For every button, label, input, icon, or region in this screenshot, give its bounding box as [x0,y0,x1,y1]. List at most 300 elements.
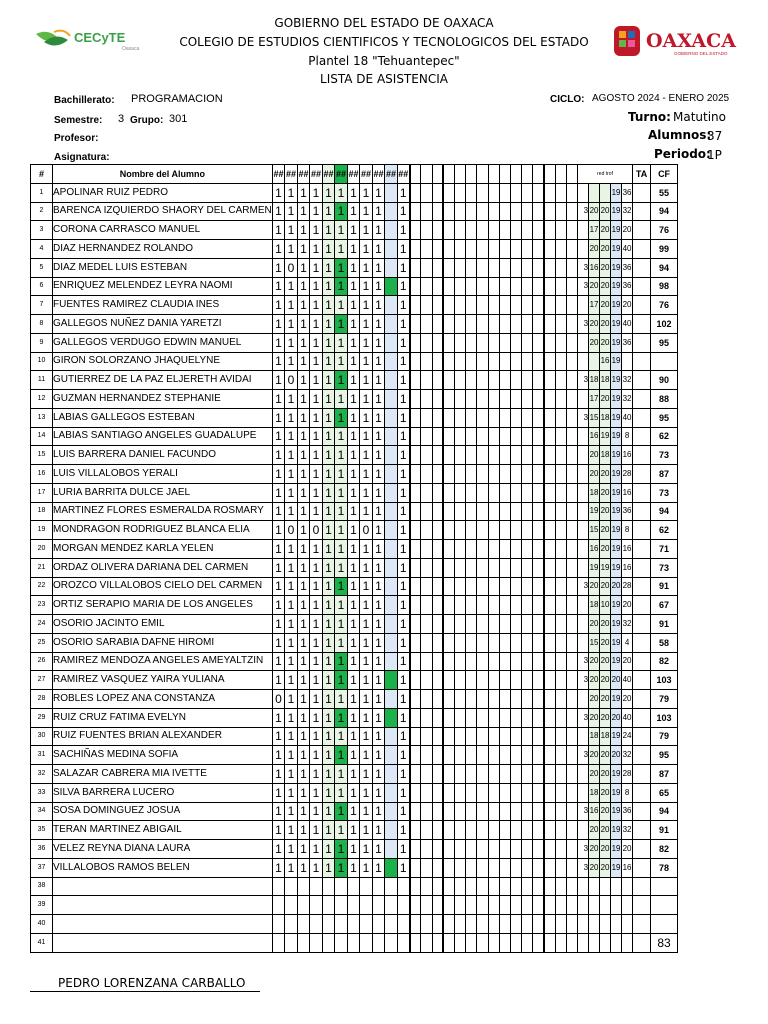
final-score: 58 [651,633,678,652]
partial-score: 18 [589,371,600,390]
blank-cell [533,502,544,521]
blank-cell [443,183,454,202]
ta-cell [633,427,651,446]
partial-score: 19 [611,558,622,577]
attendance-cell [385,408,398,427]
blank-cell [499,240,510,259]
attendance-cell: 1 [347,652,360,671]
attendance-cell: 1 [397,802,410,821]
blank-cell [421,877,432,896]
col-header-date: ## [335,165,348,184]
blank-cell [566,258,577,277]
partial-score: 18 [600,408,611,427]
blank-cell [455,240,466,259]
table-row [31,371,678,390]
blank-cell [544,558,555,577]
attendance-cell: 1 [372,483,385,502]
table-row [31,671,678,690]
student-name: VILLALOBOS RAMOS BELEN [53,858,273,877]
attendance-cell: 1 [322,521,335,540]
blank-cell [421,315,432,334]
blank-cell [477,671,488,690]
attendance-cell: 1 [360,652,373,671]
blank-cell [544,633,555,652]
partial-score: 16 [589,427,600,446]
blank-cell [544,258,555,277]
attendance-cell: 1 [372,296,385,315]
attendance-cell [322,877,335,896]
attendance-cell: 1 [360,802,373,821]
partial-score: 19 [611,821,622,840]
partial-score [578,240,589,259]
blank-cell [432,258,443,277]
blank-cell [410,446,421,465]
blank-cell [566,390,577,409]
ta-cell [633,315,651,334]
attendance-cell: 1 [372,727,385,746]
student-name: RAMIREZ VASQUEZ YAIRA YULIANA [53,671,273,690]
partial-score: 20 [600,821,611,840]
blank-cell [466,765,477,784]
blank-cell [488,483,499,502]
final-score: 73 [651,558,678,577]
final-score: 62 [651,427,678,446]
attendance-cell [272,915,285,934]
attendance-cell: 1 [335,315,348,334]
attendance-cell: 1 [335,408,348,427]
blank-cell [544,596,555,615]
blank-cell [488,296,499,315]
blank-cell [544,896,555,915]
attendance-cell: 1 [297,746,310,765]
partial-score: 20 [589,746,600,765]
blank-cell [477,596,488,615]
partial-score: 20 [600,390,611,409]
blank-cell [533,258,544,277]
blank-cell [522,840,533,859]
blank-cell [555,615,566,634]
final-score: 91 [651,577,678,596]
attendance-cell: 1 [322,858,335,877]
blank-cell [421,202,432,221]
attendance-cell: 1 [360,371,373,390]
table-row [31,615,678,634]
attendance-cell: 1 [372,333,385,352]
attendance-cell: 1 [285,502,298,521]
partial-score: 20 [600,277,611,296]
attendance-cell: 1 [297,652,310,671]
blank-cell [499,483,510,502]
attendance-cell [385,427,398,446]
blank-cell [455,558,466,577]
attendance-cell: 1 [285,277,298,296]
blank-cell [499,690,510,709]
blank-cell [555,521,566,540]
table-row [31,708,678,727]
partial-score: 19 [611,633,622,652]
table-row [31,258,678,277]
blank-cell [455,671,466,690]
partial-score [578,896,589,915]
ta-cell [633,652,651,671]
final-score: 78 [651,858,678,877]
attendance-cell: 1 [297,315,310,334]
partial-score: 20 [622,690,633,709]
blank-cell [432,821,443,840]
attendance-cell: 1 [360,558,373,577]
blank-cell [566,727,577,746]
attendance-cell: 1 [310,671,323,690]
attendance-cell: 1 [360,296,373,315]
blank-cell [477,427,488,446]
attendance-cell: 1 [347,727,360,746]
ta-cell [633,708,651,727]
blank-cell [522,521,533,540]
table-row [31,521,678,540]
attendance-cell: 1 [360,465,373,484]
attendance-cell [385,690,398,709]
attendance-cell: 1 [322,202,335,221]
blank-cell [499,427,510,446]
blank-cell [555,465,566,484]
partial-score: 19 [611,540,622,559]
attendance-cell: 1 [335,708,348,727]
bachillerato-label: Bachillerato: [54,95,115,106]
blank-cell [466,896,477,915]
table-row [31,446,678,465]
blank-cell [499,840,510,859]
blank-cell [510,221,521,240]
blank-cell [455,277,466,296]
blank-cell [510,933,521,952]
blank-cell [510,577,521,596]
partial-score: 16 [622,446,633,465]
col-header-blank [522,165,533,184]
blank-cell [466,933,477,952]
student-name: GIRON SOLORZANO JHAQUELYNE [53,352,273,371]
student-name: APOLINAR RUIZ PEDRO [53,183,273,202]
partial-score: 20 [600,615,611,634]
partial-score: 20 [600,652,611,671]
attendance-cell: 1 [360,352,373,371]
blank-cell [566,933,577,952]
blank-cell [510,746,521,765]
partial-score [578,783,589,802]
attendance-cell: 1 [360,615,373,634]
periodo-label: Periodo: [654,147,711,161]
blank-cell [432,896,443,915]
attendance-cell: 1 [272,615,285,634]
attendance-cell: 1 [285,390,298,409]
blank-cell [410,858,421,877]
col-header-date: ## [272,165,285,184]
attendance-cell [385,502,398,521]
partial-score [578,296,589,315]
table-row [31,202,678,221]
blank-cell [522,802,533,821]
blank-cell [510,652,521,671]
blank-cell [533,296,544,315]
blank-cell [410,615,421,634]
student-name: DIAZ HERNANDEZ ROLANDO [53,240,273,259]
blank-cell [432,933,443,952]
blank-cell [410,783,421,802]
blank-cell [522,615,533,634]
row-number: 39 [31,896,53,915]
table-row [31,577,678,596]
blank-cell [455,708,466,727]
attendance-cell: 1 [360,390,373,409]
grupo-label: Grupo: [130,115,164,126]
blank-cell [533,633,544,652]
blank-cell [510,258,521,277]
attendance-cell: 1 [347,765,360,784]
blank-cell [466,465,477,484]
blank-cell [477,858,488,877]
attendance-cell: 1 [322,352,335,371]
blank-cell [455,183,466,202]
attendance-cell: 1 [272,783,285,802]
blank-cell [522,483,533,502]
attendance-cell: 1 [310,615,323,634]
blank-cell [410,258,421,277]
blank-cell [455,352,466,371]
blank-cell [510,371,521,390]
blank-cell [477,558,488,577]
attendance-cell: 0 [285,521,298,540]
attendance-cell: 1 [285,427,298,446]
final-score [651,877,678,896]
attendance-cell: 1 [372,802,385,821]
table-row [31,840,678,859]
attendance-cell [385,277,398,296]
blank-cell [566,352,577,371]
blank-cell [544,315,555,334]
attendance-cell [385,521,398,540]
partial-score: 20 [600,708,611,727]
blank-cell [443,483,454,502]
partial-score [578,333,589,352]
row-number: 25 [31,633,53,652]
row-number: 14 [31,427,53,446]
attendance-cell: 1 [347,202,360,221]
attendance-cell: 1 [322,652,335,671]
partial-score: 24 [622,727,633,746]
final-score: 79 [651,727,678,746]
blank-cell [499,333,510,352]
blank-cell [499,558,510,577]
attendance-cell: 1 [372,240,385,259]
blank-cell [544,727,555,746]
partial-score [600,915,611,934]
attendance-cell: 1 [397,352,410,371]
partial-score: 20 [600,671,611,690]
attendance-cell: 1 [335,558,348,577]
blank-cell [522,427,533,446]
blank-cell [544,840,555,859]
partial-score: 19 [611,333,622,352]
attendance-cell: 1 [335,183,348,202]
blank-cell [443,333,454,352]
attendance-cell: 1 [272,390,285,409]
row-number: 16 [31,465,53,484]
final-score: 103 [651,708,678,727]
ta-cell [633,221,651,240]
blank-cell [410,202,421,221]
final-score: 79 [651,690,678,709]
blank-cell [522,915,533,934]
partial-score: 19 [611,352,622,371]
attendance-cell: 1 [322,690,335,709]
header-line-4: LISTA DE ASISTENCIA [320,72,448,86]
blank-cell [421,896,432,915]
final-score: 94 [651,802,678,821]
final-score: 88 [651,390,678,409]
partial-score: 19 [611,596,622,615]
partial-score [589,933,600,952]
blank-cell [432,296,443,315]
attendance-cell: 1 [297,783,310,802]
table-row [31,652,678,671]
attendance-cell: 1 [285,652,298,671]
blank-cell [466,408,477,427]
attendance-cell: 1 [285,783,298,802]
attendance-cell: 0 [285,258,298,277]
blank-cell [455,633,466,652]
blank-cell [410,746,421,765]
blank-cell [510,483,521,502]
blank-cell [488,408,499,427]
attendance-cell: 1 [310,652,323,671]
partial-score: 19 [611,652,622,671]
row-number: 24 [31,615,53,634]
blank-cell [555,802,566,821]
blank-cell [432,765,443,784]
attendance-cell: 1 [397,690,410,709]
attendance-cell: 1 [335,746,348,765]
blank-cell [488,933,499,952]
blank-cell [555,783,566,802]
row-number: 2 [31,202,53,221]
row-number: 9 [31,333,53,352]
student-name: MORGAN MENDEZ KARLA YELEN [53,540,273,559]
attendance-cell: 1 [347,521,360,540]
attendance-cell: 1 [347,315,360,334]
blank-cell [555,258,566,277]
partial-score: 20 [622,652,633,671]
attendance-cell: 1 [397,708,410,727]
attendance-cell: 1 [285,221,298,240]
attendance-cell: 1 [397,615,410,634]
attendance-cell [272,933,285,952]
attendance-cell: 1 [372,183,385,202]
attendance-cell: 1 [297,502,310,521]
blank-cell [466,483,477,502]
attendance-cell: 1 [297,540,310,559]
attendance-cell: 1 [372,315,385,334]
attendance-cell: 1 [297,633,310,652]
blank-cell [499,746,510,765]
attendance-cell: 1 [397,577,410,596]
student-name: SILVA BARRERA LUCERO [53,783,273,802]
blank-cell [555,277,566,296]
blank-cell [533,371,544,390]
attendance-cell: 1 [322,502,335,521]
attendance-cell: 1 [272,315,285,334]
blank-cell [488,915,499,934]
attendance-cell: 1 [397,521,410,540]
attendance-cell [360,933,373,952]
blank-cell [410,840,421,859]
attendance-cell: 1 [297,352,310,371]
blank-cell [566,633,577,652]
attendance-cell: 1 [335,296,348,315]
blank-cell [544,783,555,802]
table-row [31,746,678,765]
blank-cell [410,596,421,615]
attendance-cell [310,933,323,952]
ta-cell [633,896,651,915]
partial-score: 32 [622,821,633,840]
blank-cell [533,240,544,259]
blank-cell [544,446,555,465]
blank-cell [544,371,555,390]
blank-cell [455,858,466,877]
blank-cell [555,483,566,502]
blank-cell [477,783,488,802]
attendance-cell [385,840,398,859]
attendance-cell [385,652,398,671]
attendance-cell [335,915,348,934]
blank-cell [421,596,432,615]
blank-cell [477,877,488,896]
final-score [651,352,678,371]
partial-score: 18 [589,783,600,802]
student-name: TERAN MARTINEZ ABIGAIL [53,821,273,840]
partial-score: 20 [600,858,611,877]
attendance-cell: 1 [335,615,348,634]
student-name: ORDAZ OLIVERA DARIANA DEL CARMEN [53,558,273,577]
ta-cell [633,783,651,802]
partial-score: 16 [622,540,633,559]
attendance-cell: 1 [272,408,285,427]
blank-cell [443,446,454,465]
attendance-cell: 1 [297,615,310,634]
partial-score: 16 [622,483,633,502]
partial-score [622,933,633,952]
attendance-cell: 1 [397,840,410,859]
blank-cell [421,727,432,746]
partial-score: 19 [611,390,622,409]
blank-cell [477,690,488,709]
blank-cell [566,277,577,296]
attendance-cell [335,896,348,915]
attendance-cell: 1 [310,540,323,559]
blank-cell [522,708,533,727]
ta-cell [633,840,651,859]
blank-cell [566,596,577,615]
partial-score: 36 [622,502,633,521]
partial-score: 40 [622,708,633,727]
blank-cell [477,746,488,765]
blank-cell [522,502,533,521]
blank-cell [477,315,488,334]
blank-cell [544,858,555,877]
blank-cell [510,633,521,652]
partial-score: 19 [611,690,622,709]
partial-score: 20 [600,240,611,259]
partial-score: 16 [589,802,600,821]
